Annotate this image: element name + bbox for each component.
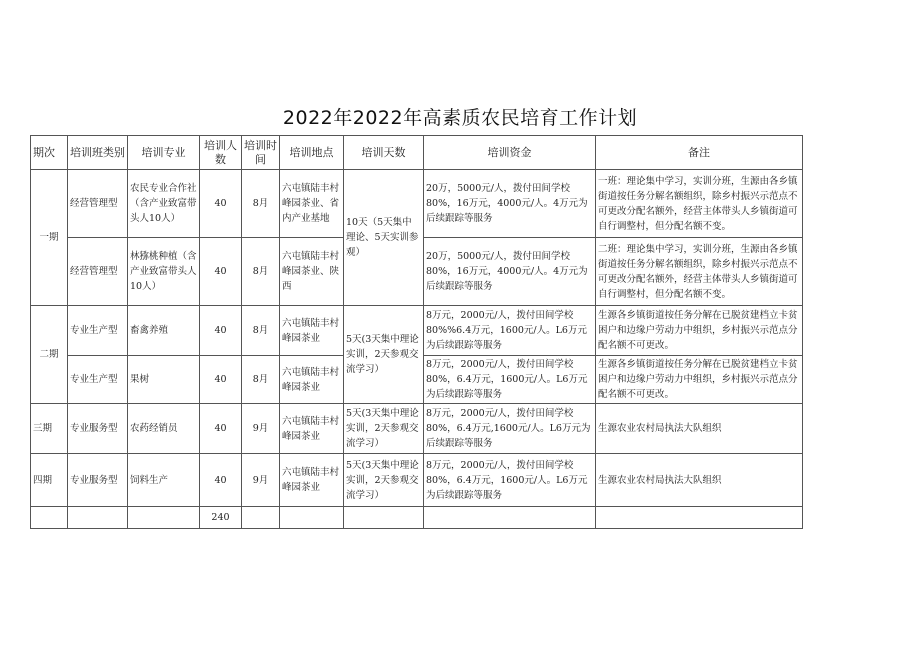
funds-cell: 8万元，2000元/人，拨付田间学校80%，6.4万元，1600元/人。L6万元为后续跟踪等服务 [424, 454, 596, 507]
header-count: 培训人数 [200, 136, 242, 170]
header-period: 期次 [31, 136, 68, 170]
location-cell: 六屯镇陆丰村峰园茶业 [280, 356, 344, 404]
remarks-cell: 生源各乡镇街道按任务分解在已脱贫建档立卡贫困户和边缘户劳动力中组织，乡村振兴示范点分配名额不可更改。 [596, 356, 803, 404]
location-cell: 六屯镇陆丰村峰园茶业 [280, 404, 344, 454]
time-cell: 8月 [242, 170, 280, 238]
header-major: 培训专业 [128, 136, 200, 170]
days-cell: 5天(3天集中理论实训，2天参观交流学习） [344, 404, 424, 454]
class-type-cell: 专业生产型 [68, 306, 128, 356]
funds-cell: 8万元，2000元/人，拨付田间学校80%，6.4万元,1600元/人。L6万元为后续跟踪等服务 [424, 404, 596, 454]
class-type-cell: 专业服务型 [68, 404, 128, 454]
days-cell: 5天(3天集中理论实训，2天参观交流学习） [344, 306, 424, 404]
table-row [31, 306, 803, 356]
period-cell: 一期 [31, 170, 68, 306]
major-cell: 林猕桃种植（含产业致富带头人10人） [128, 238, 200, 306]
period-cell: 二期 [31, 306, 68, 404]
class-type-cell: 经营管理型 [68, 170, 128, 238]
header-remarks: 备注 [596, 136, 803, 170]
period-cell: 四期 [31, 454, 68, 507]
period-cell: 三期 [31, 404, 68, 454]
major-cell: 饲料生产 [128, 454, 200, 507]
remarks-cell: 生源农业农村局执法大队组织 [596, 454, 803, 507]
time-cell: 8月 [242, 306, 280, 356]
funds-cell: 20万，5000元/人，拨付田间学校80%，16万元，4000元/人。4万元为后续跟踪等服务 [424, 238, 596, 306]
time-cell: 9月 [242, 454, 280, 507]
table-header-row [31, 136, 803, 170]
time-cell: 8月 [242, 238, 280, 306]
remarks-cell: 生源各乡镇街道按任务分解在已脱贫建档立卡贫困户和边缘户劳动力中组织，乡村振兴示范点分配名额不可更改。 [596, 306, 803, 356]
location-cell: 六屯镇陆丰村峰园茶业 [280, 306, 344, 356]
total-row [31, 507, 803, 529]
table-row [31, 170, 803, 238]
header-location: 培训地点 [280, 136, 344, 170]
location-cell: 六屯镇陆丰村峰园茶业、陕西 [280, 238, 344, 306]
major-cell: 果树 [128, 356, 200, 404]
class-type-cell: 专业服务型 [68, 454, 128, 507]
funds-cell: 8万元，2000元/人，拨付田间学校80%%6.4万元，1600元/人。L6万元为后续跟踪等服务 [424, 306, 596, 356]
time-cell: 8月 [242, 356, 280, 404]
major-cell: 农药经销员 [128, 404, 200, 454]
time-cell: 9月 [242, 404, 280, 454]
count-cell: 40 [200, 170, 242, 238]
remarks-cell: 生源农业农村局执法大队组织 [596, 404, 803, 454]
funds-cell: 8万元，2000元/人，拨付田间学校80%，6.4万元，1600元/人。L6万元为后续跟踪等服务 [424, 356, 596, 404]
major-cell: 畜禽养殖 [128, 306, 200, 356]
funds-cell: 20万，5000元/人，拨付田间学校80%，16万元，4000元/人。4万元为后续跟踪等服务 [424, 170, 596, 238]
days-cell: 10天（5天集中理论、5天实训参观） [344, 170, 424, 306]
header-time: 培训时间 [242, 136, 280, 170]
table-row [31, 404, 803, 454]
count-cell: 40 [200, 404, 242, 454]
count-cell: 40 [200, 238, 242, 306]
remarks-cell: 一班：理论集中学习，实训分班，生源由各乡镇街道按任务分解名额组织，除乡村振兴示范点不可更改分配名额外，经营主体带头人乡镇街道可自行调整村，但分配名额不变。 [596, 170, 803, 238]
total-count-cell: 240 [200, 507, 242, 529]
location-cell: 六屯镇陆丰村峰园茶业、省内产业基地 [280, 170, 344, 238]
header-days: 培训天数 [344, 136, 424, 170]
location-cell: 六屯镇陆丰村峰园茶业 [280, 454, 344, 507]
count-cell: 40 [200, 306, 242, 356]
table-row [31, 454, 803, 507]
page-title: 2022年2022年高素质农民培育工作计划 [282, 107, 638, 129]
count-cell: 40 [200, 454, 242, 507]
remarks-cell: 二班：理论集中学习，实训分班，生源由各乡镇街道按任务分解名额组织，除乡村振兴示范点不可更改分配名额外，经营主体带头人乡镇街道可自行调整村，但分配名额不变。 [596, 238, 803, 306]
count-cell: 40 [200, 356, 242, 404]
class-type-cell: 专业生产型 [68, 356, 128, 404]
major-cell: 农民专业合作社（含产业致富带头人10人） [128, 170, 200, 238]
days-cell: 5天(3天集中理论实训，2天参观交流学习） [344, 454, 424, 507]
training-plan-table [30, 135, 803, 529]
header-class-type: 培训班类别 [68, 136, 128, 170]
header-funds: 培训资金 [424, 136, 596, 170]
class-type-cell: 经营管理型 [68, 238, 128, 306]
